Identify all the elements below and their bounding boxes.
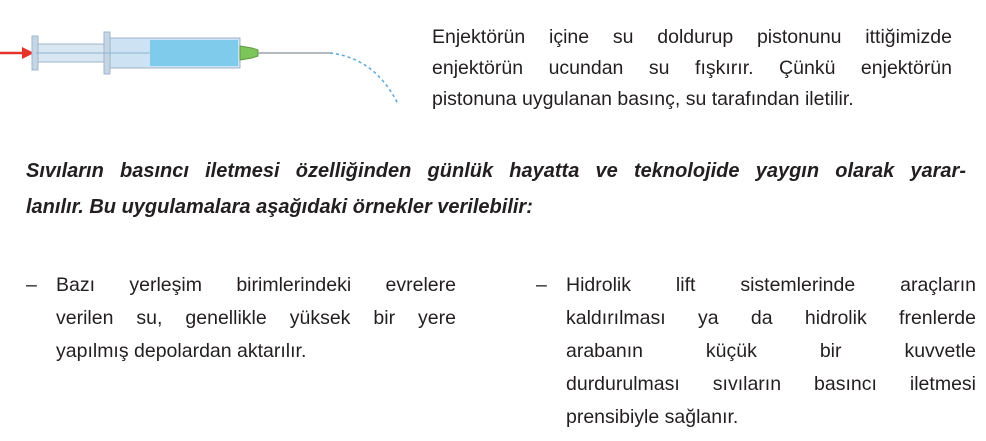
bullet-line: Hidrolik lift sistemlerinde araçların <box>566 274 976 296</box>
bullet-dash: – <box>536 274 547 296</box>
bullet-line: durdurulması sıvıların basıncı iletmesi <box>566 373 976 395</box>
bullet-line: arabanın küçük bir kuvvetle <box>566 340 976 362</box>
heading-line: lanılır. Bu uygulamalara aşağıdaki örnekler verilebilir: <box>26 196 533 218</box>
bullet-line: prensibiyle sağlanır. <box>566 406 739 428</box>
bullet-line: yapılmış depolardan aktarılır. <box>56 340 307 362</box>
intro-line: pistonuna uygulanan basınç, su tarafından iletilir. <box>432 88 854 110</box>
syringe-water <box>150 40 238 66</box>
bullet-text <box>566 269 976 434</box>
bullet-text <box>56 269 456 368</box>
bullet-line: kaldırılması ya da hidrolik frenlerde <box>566 307 976 329</box>
intro-line: enjektörün ucundan su fışkırır. Çünkü enjektörün <box>432 57 952 79</box>
bullet-line: Bazı yerleşim birimlerindeki evrelere <box>56 274 456 296</box>
section-heading <box>26 153 966 225</box>
intro-paragraph <box>432 22 952 115</box>
water-spray <box>330 53 398 104</box>
syringe-illustration <box>0 20 410 110</box>
heading-line: Sıvıların basıncı iletmesi özelliğinden günlük hayatta ve teknolojide yaygın olarak yarar- <box>26 160 966 182</box>
bullet-line: verilen su, genellikle yüksek bir yere <box>56 307 456 329</box>
intro-line: Enjektörün içine su doldurup pistonunu ittiğimizde <box>432 26 952 48</box>
bullet-dash: – <box>26 274 37 296</box>
needle-hub <box>240 46 258 60</box>
